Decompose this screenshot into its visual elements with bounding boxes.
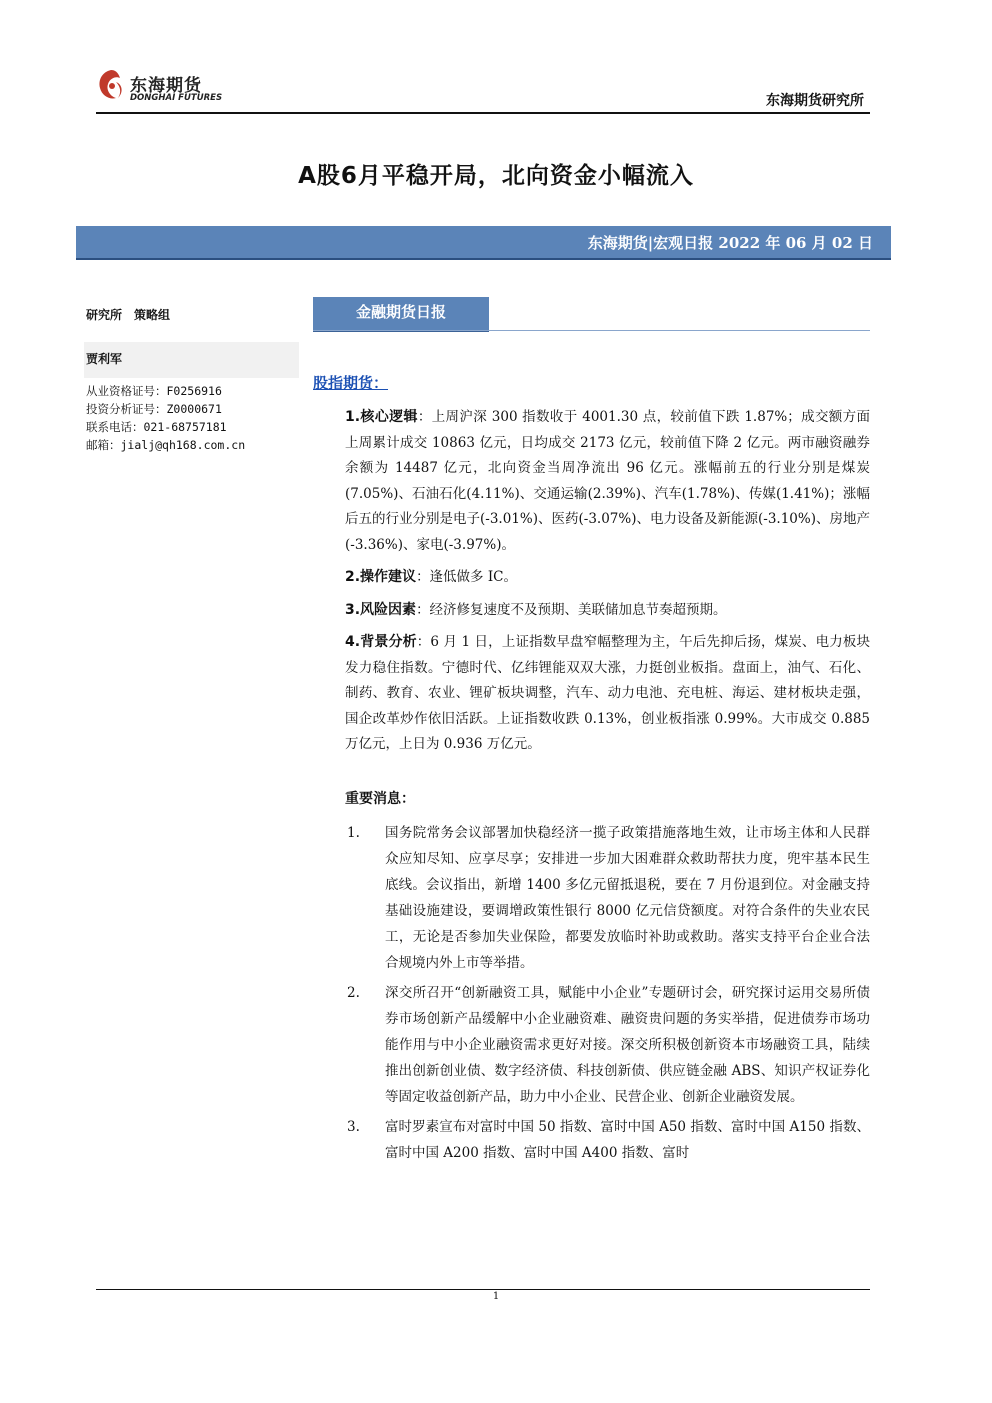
list-item-text: 富时罗素宣布对富时中国 50 指数、富时中国 A50 指数、富时中国 A150 指数、富时中国 A200 指数、富时中国 A400 指数、富时 [385,1118,870,1161]
list-item [345,980,870,1110]
contact-email: 邮箱：jialj@qh168.com.cn [86,438,246,452]
logo-english-name: DONGHAI FUTURES [130,93,223,103]
list-item-number: 3. [347,1118,360,1135]
report-banner [76,226,891,260]
group-label: 策略组 [134,308,171,322]
paragraph-core-logic [345,405,870,558]
analyst-name: 贾利军 [84,342,299,378]
list-item-number: 1. [347,824,360,841]
list-item-number: 2. [347,984,360,1001]
qualification-number: 从业资格证号：F0256916 [86,384,222,398]
analyst-sidebar [86,306,299,454]
paragraph-label: 4.背景分析 [345,634,417,650]
paragraph-text: ：逢低做多 IC。 [416,569,518,585]
logo-chinese-name: 东海期货 [130,76,202,96]
section-subhead: 股指期货： [313,374,389,392]
paragraph-risk-factors [345,598,870,624]
dragon-logo-icon [96,66,126,106]
institute-name: 东海期货研究所 [766,93,864,109]
report-title: A股6月平稳开局，北向资金小幅流入 [298,163,694,189]
paragraph-label: 1.核心逻辑 [345,409,418,425]
page-number: 1 [492,1291,500,1302]
company-logo [96,66,236,110]
list-item-text: 国务院常务会议部署加快稳经济一揽子政策措施落地生效，让市场主体和人民群众应知尽知、应享尽享；安排进一步加大困难群众救助帮扶力度，兜牢基本民生底线。会议指出，新增 1400 多亿元留抵退税，要在 7 月份退到位。对金融支持基础设施建设，要调增政策性银行 8000 亿元信贷额度。对符合条件的失业农民工，无论是否参加失业保险，都要发放临时补助或救助。落实支持平台企业合法合规境内外上市等举措。 [385,824,870,971]
section-divider [313,330,870,331]
paragraph-operation-advice [345,565,870,591]
paragraph-text: ：上周沪深 300 指数收于 4001.30 点，较前值下跌 1.87%；成交额方面上周累计成交 10863 亿元，日均成交 2173 亿元，较前值下降 2 亿元。两市融资融券余额为 14487 亿元，北向资金当周净流出 96 亿元。涨幅前五的行业分别是煤炭(7.05%)、石油石化(4.11%)、交通运输(2.39%)、汽车(1.78%)、传媒(1.41%)；涨幅后五的行业分别是电子(-3.01%)、医药(-3.07%)、电力设备及新能源(-3.10%)、房地产(-3.36%)、家电(-3.97%)。 [345,409,871,553]
team-line [86,306,299,328]
section-badge: 金融期货日报 [313,297,489,332]
paragraph-label: 3.风险因素 [345,601,417,618]
header-divider [96,112,870,114]
paragraph-text: ：经济修复速度不及预期、美联储加息节奏超预期。 [416,601,727,618]
analyst-contact [86,382,299,454]
report-body [345,405,870,1170]
banner-text: 东海期货|宏观日报 2022 年 06 月 02 日 [587,234,873,252]
analysis-certificate-number: 投资分析证号：Z0000671 [86,402,222,416]
list-item [345,1114,870,1166]
footer-divider [96,1289,870,1290]
list-item-text: 深交所召开“创新融资工具，赋能中小企业”专题研讨会，研究探讨运用交易所债券市场创新产品缓解中小企业融资难、融资贵问题的务实举措，促进债券市场功能作用与中小企业融资需求更好对接。深交所积极创新资本市场融资工具，陆续推出创新创业债、数字经济债、科技创新债、供应链金融 ABS、知识产权证券化等固定收益创新产品，助力中小企业、民营企业、创新企业融资发展。 [385,984,870,1105]
contact-phone: 联系电话：021-68757181 [86,420,227,434]
list-item [345,820,870,976]
news-heading: 重要消息： [345,790,415,807]
dept-label: 研究所 [86,308,123,322]
paragraph-label: 2.操作建议 [345,569,417,585]
paragraph-text: ：6 月 1 日，上证指数早盘窄幅整理为主，午后先抑后扬，煤炭、电力板块发力稳住指数。宁德时代、亿纬锂能双双大涨，力挺创业板指。盘面上，油气、石化、制药、教育、农业、锂矿板块调整，汽车、动力电池、充电桩、海运、建材板块走强，国企改革炒作依旧活跃。上证指数收跌 0.13%，创业板指涨 0.99%。大市成交 0.885 万亿元，上日为 0.936 万亿元。 [345,634,871,752]
paragraph-background [345,630,870,758]
